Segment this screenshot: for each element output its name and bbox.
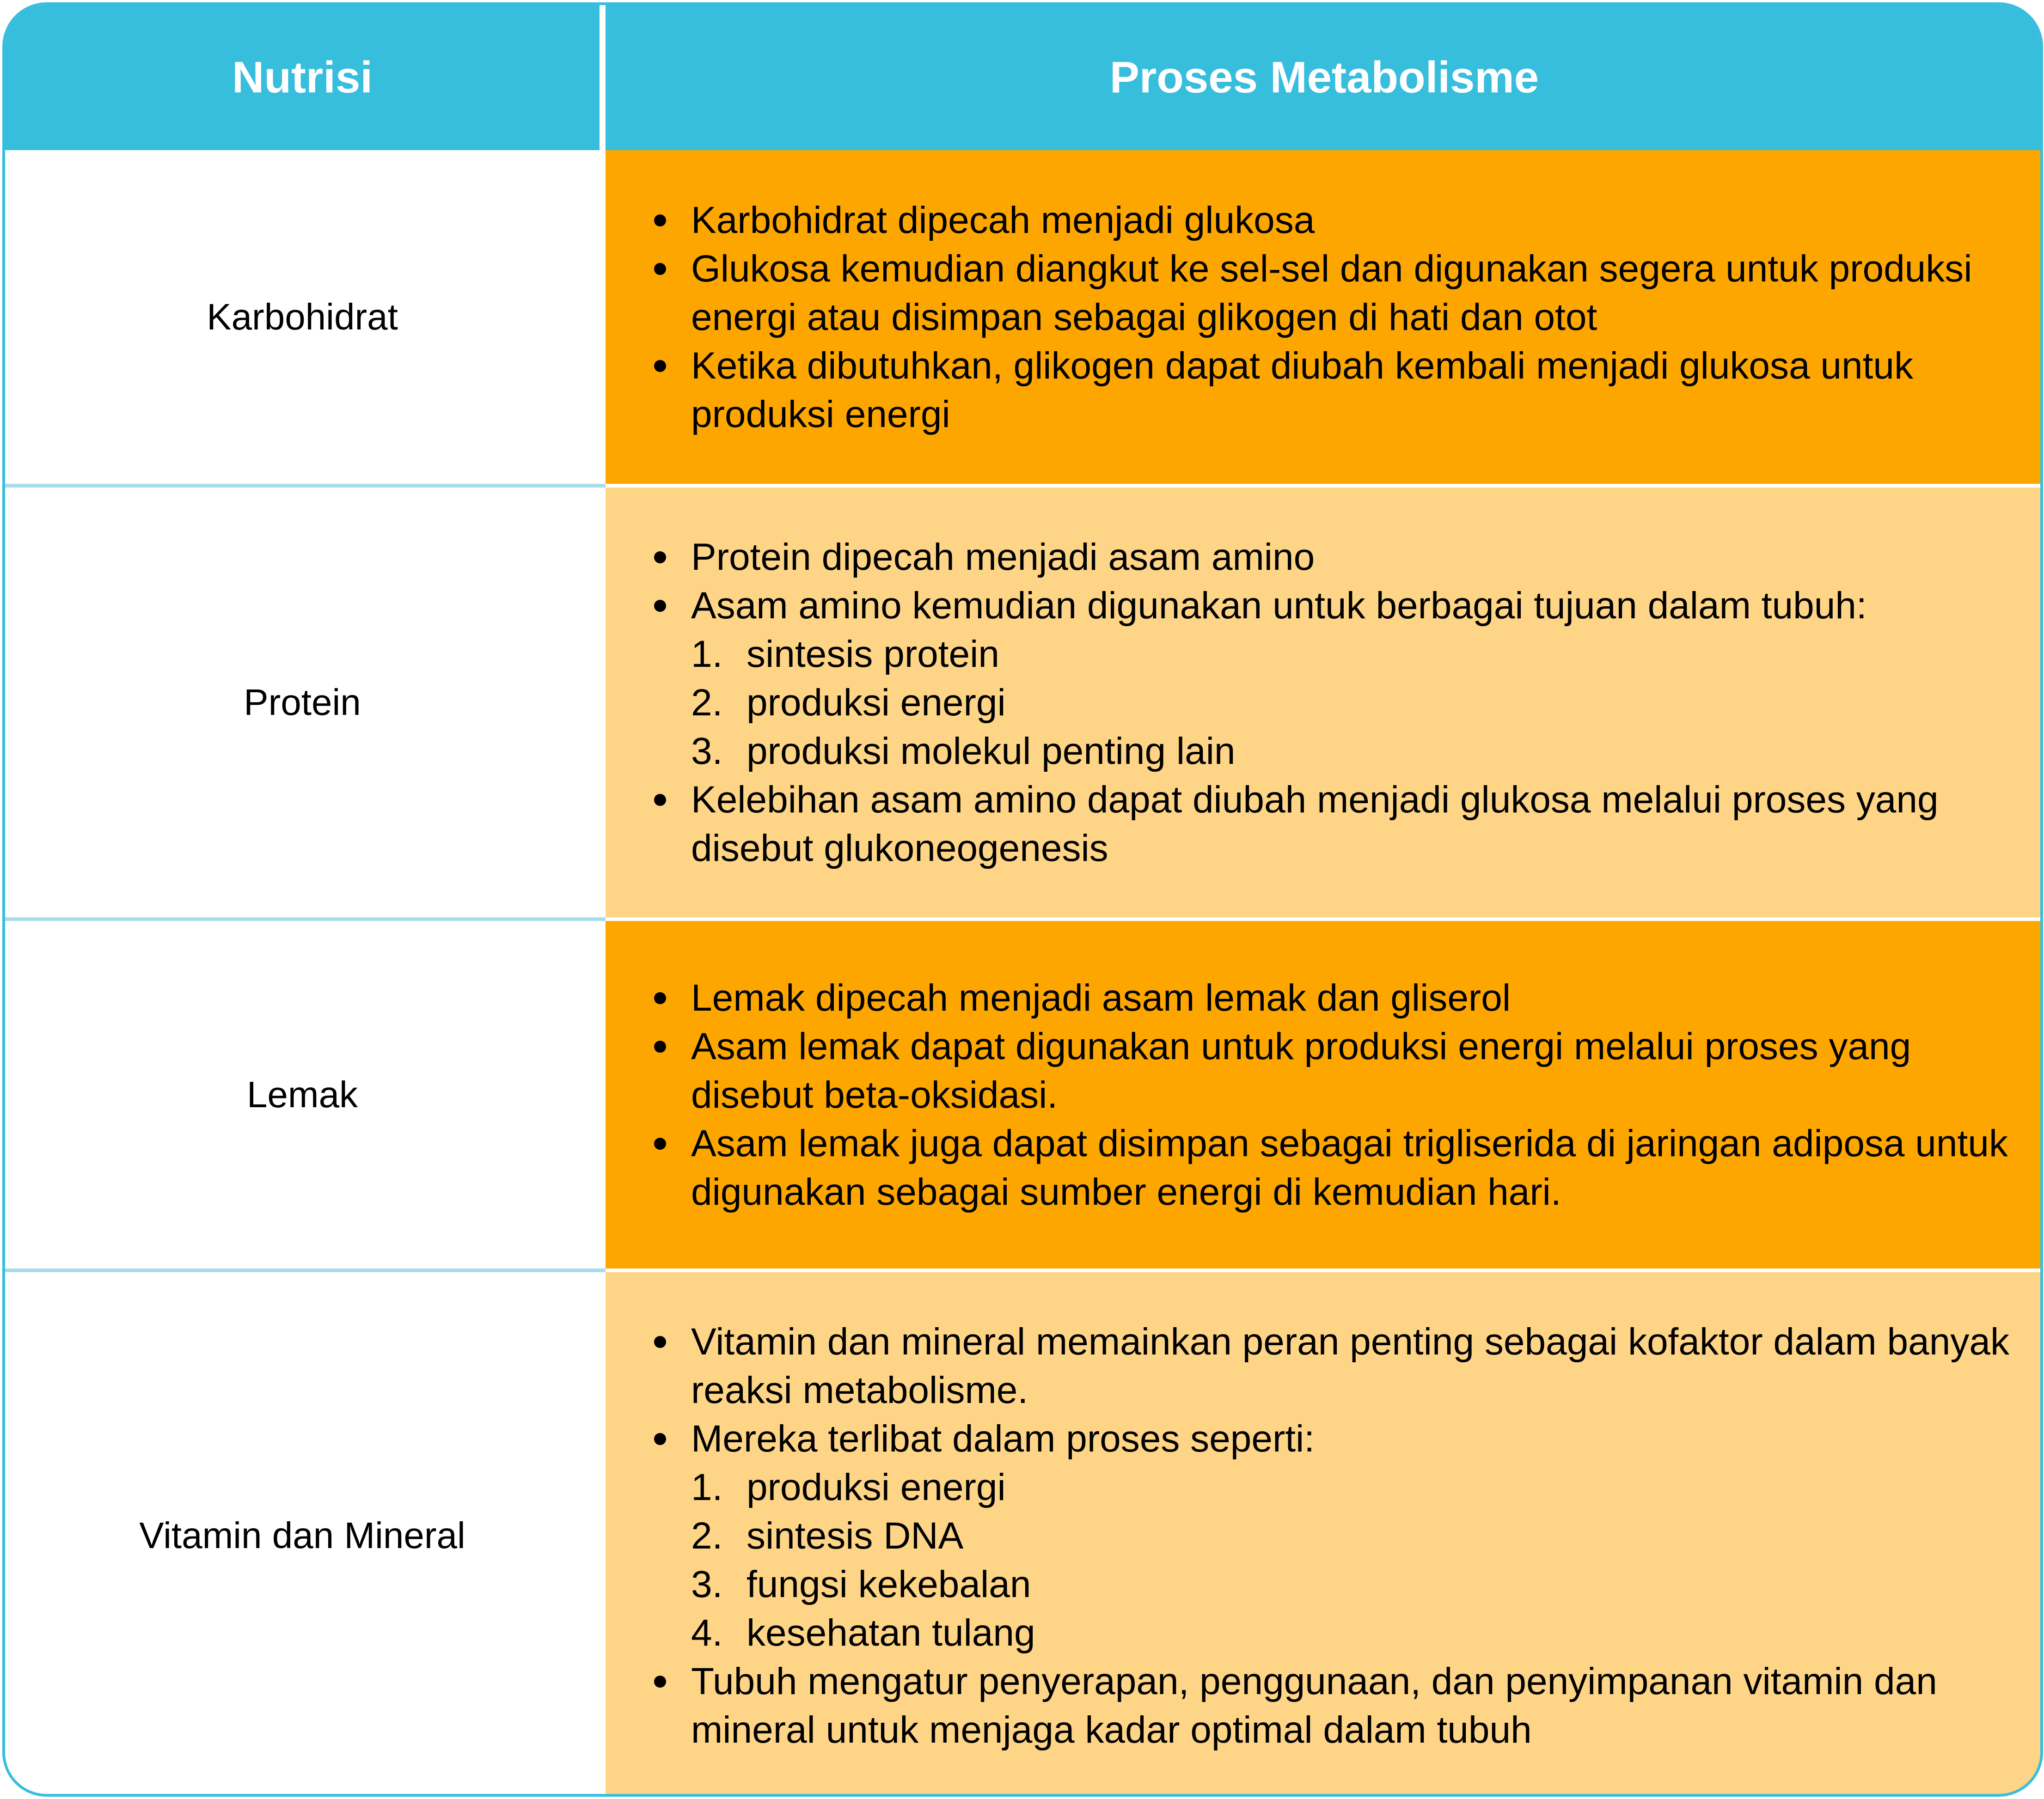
item-number: 3.	[691, 1563, 723, 1605]
header-divider	[600, 5, 606, 150]
numbered-item	[654, 678, 2013, 727]
table-header-row	[5, 5, 2040, 150]
bullet-item: Protein dipecah menjadi asam amino	[654, 533, 2013, 581]
table-grid	[5, 5, 2040, 1794]
numbered-item	[654, 727, 2013, 775]
bullet-item: Asam lemak dapat digunakan untuk produksi energi melalui proses yang disebut beta-oksidasi.	[654, 1022, 2013, 1119]
row-divider-right	[606, 1268, 2040, 1272]
item-number: 2.	[691, 681, 723, 724]
process-cell	[606, 150, 2040, 484]
bullet-item: Karbohidrat dipecah menjadi glukosa	[654, 196, 2013, 244]
nutrient-cell: Lemak	[5, 921, 600, 1268]
bullet-item: Glukosa kemudian diangkut ke sel-sel dan digunakan segera untuk produksi energi atau disimpan sebagai glikogen di hati dan otot	[654, 244, 2013, 342]
item-number: 3.	[691, 730, 723, 772]
bullet-item: Ketika dibutuhkan, glikogen dapat diubah kembali menjadi glukosa untuk produksi energi	[654, 342, 2013, 439]
nutrient-cell: Karbohidrat	[5, 150, 600, 484]
item-number: 1.	[691, 1466, 723, 1508]
numbered-item	[654, 1560, 2013, 1609]
nutrient-cell: Vitamin dan Mineral	[5, 1272, 600, 1797]
item-text: fungsi kekebalan	[747, 1563, 1031, 1605]
bullet-item: Kelebihan asam amino dapat diubah menjadi glukosa melalui proses yang disebut glukoneogenesis	[654, 775, 2013, 872]
row-divider-right	[606, 917, 2040, 921]
process-cell	[606, 1272, 2040, 1797]
item-text: produksi energi	[747, 1466, 1006, 1508]
process-cell	[606, 921, 2040, 1268]
numbered-item	[654, 1512, 2013, 1560]
process-cell	[606, 488, 2040, 917]
numbered-item	[654, 630, 2013, 678]
header-proses-metabolisme: Proses Metabolisme	[1109, 53, 1539, 102]
bullet-item: Lemak dipecah menjadi asam lemak dan gliserol	[654, 974, 2013, 1022]
header-nutrisi: Nutrisi	[232, 53, 373, 102]
item-text: produksi molekul penting lain	[747, 730, 1236, 772]
row-divider-right	[606, 484, 2040, 488]
bullet-item: Asam amino kemudian digunakan untuk berbagai tujuan dalam tubuh:	[654, 581, 2013, 630]
table-row-protein	[5, 488, 2040, 917]
nutrient-cell: Protein	[5, 488, 600, 917]
numbered-item	[654, 1609, 2013, 1657]
item-number: 4.	[691, 1611, 723, 1654]
item-text: produksi energi	[747, 681, 1006, 724]
item-text: sintesis DNA	[747, 1514, 964, 1557]
item-number: 2.	[691, 1514, 723, 1557]
table-row-karbohidrat	[5, 150, 2040, 484]
bullet-item: Asam lemak juga dapat disimpan sebagai trigliserida di jaringan adiposa untuk digunakan sebagai sumber energi di kemudian hari.	[654, 1119, 2013, 1216]
bullet-item: Vitamin dan mineral memainkan peran penting sebagai kofaktor dalam banyak reaksi metabolisme.	[654, 1317, 2013, 1415]
bullet-item: Tubuh mengatur penyerapan, penggunaan, dan penyimpanan vitamin dan mineral untuk menjaga kadar optimal dalam tubuh	[654, 1657, 2013, 1754]
table-row-lemak	[5, 921, 2040, 1268]
bullet-item: Mereka terlibat dalam proses seperti:	[654, 1415, 2013, 1463]
nutrition-metabolism-table	[2, 2, 2043, 1797]
table-row-vitamin-mineral	[5, 1272, 2040, 1797]
numbered-item	[654, 1463, 2013, 1512]
item-text: kesehatan tulang	[747, 1611, 1035, 1654]
item-text: sintesis protein	[747, 633, 999, 675]
item-number: 1.	[691, 633, 723, 675]
